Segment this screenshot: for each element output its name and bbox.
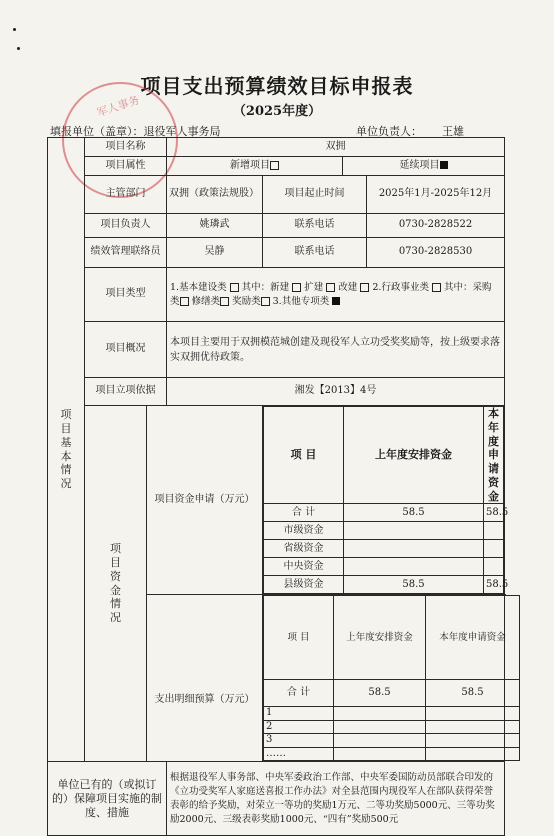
detail-total-label: 合 计 bbox=[264, 680, 334, 707]
empty-checkbox bbox=[230, 283, 239, 292]
project-name-value: 双拥 bbox=[167, 138, 505, 157]
owner-phone-label: 联系电话 bbox=[263, 214, 367, 238]
funds-request-cell-name: 合 计 bbox=[264, 504, 344, 522]
detail-col-item: 项 目 bbox=[264, 596, 334, 680]
funds-request-cell-last bbox=[344, 522, 484, 540]
empty-checkbox bbox=[292, 283, 301, 292]
overview-value: 本项目主要用于双拥模范城创建及现役军人立功受奖奖励等，按上级要求落实双拥优待政策。 bbox=[167, 322, 505, 378]
dept-label: 主管部门 bbox=[85, 176, 167, 214]
leader-label: 单位负责人： bbox=[356, 125, 422, 138]
scan-dot bbox=[17, 47, 20, 50]
funds-detail-row bbox=[264, 707, 520, 721]
perf-phone-value: 0730-2828530 bbox=[367, 238, 505, 268]
seal-text: 军人事务 bbox=[95, 93, 142, 120]
funds-detail-total-row bbox=[264, 680, 520, 707]
funds-request-cell-last bbox=[344, 558, 484, 576]
funds-request-cell-name: 市级资金 bbox=[264, 522, 344, 540]
leader-value: 王雄 bbox=[442, 125, 464, 138]
detail-row-cell bbox=[426, 747, 520, 761]
funds-detail-header-row bbox=[264, 596, 520, 680]
basis-value: 湘发【2013】4号 bbox=[167, 378, 505, 406]
section-basic-label: 项目基本情况 bbox=[48, 138, 85, 762]
detail-row-cell bbox=[426, 734, 520, 748]
funds-request-row bbox=[264, 558, 504, 576]
empty-checkbox bbox=[326, 283, 335, 292]
detail-col-this: 本年度申请资金 bbox=[426, 596, 520, 680]
attr-new-option: 新增项目 bbox=[167, 157, 343, 176]
funds-request-cell-last: 58.5 bbox=[344, 576, 484, 594]
perf-liaison-label: 绩效管理联络员 bbox=[85, 238, 167, 268]
detail-row-index: 2 bbox=[264, 720, 334, 734]
period-value: 2025年1月-2025年12月 bbox=[367, 176, 505, 214]
funds-detail-table bbox=[263, 595, 505, 762]
scan-dot bbox=[13, 28, 16, 31]
funds-request-row bbox=[264, 504, 504, 522]
funds-detail-label-cell bbox=[147, 595, 263, 762]
project-name-label: 项目名称 bbox=[85, 138, 167, 157]
funds-request-cell-this: 58.5 bbox=[484, 576, 504, 594]
policy-text: 根据退役军人事务部、中央军委政治工作部、中央军委国防动员部联合印发的《立功受奖军人家庭送喜报工作办法》对全县范围内现役军人在部队获得荣誉表彰的给予奖励，对荣立一等功的奖励1万元、二等功奖励5000元、三等功奖励2000元、三级表彰奖励1000元、“四有”奖励500元 bbox=[167, 762, 505, 836]
period-label: 项目起止时间 bbox=[263, 176, 367, 214]
detail-row-cell bbox=[334, 734, 426, 748]
funds-request-cell-name: 省级资金 bbox=[264, 540, 344, 558]
funds-request-row bbox=[264, 522, 504, 540]
funds-request-table bbox=[263, 406, 509, 595]
empty-checkbox bbox=[261, 297, 270, 306]
empty-checkbox bbox=[180, 297, 189, 306]
empty-checkbox bbox=[432, 283, 441, 292]
project-type-label: 项目类型 bbox=[85, 268, 167, 322]
col-item-header: 项 目 bbox=[264, 407, 344, 504]
empty-checkbox bbox=[360, 283, 369, 292]
overview-label: 项目概况 bbox=[85, 322, 167, 378]
funds-request-row bbox=[264, 540, 504, 558]
project-attr-label: 项目属性 bbox=[85, 157, 167, 176]
empty-checkbox bbox=[270, 161, 279, 170]
filled-checkbox bbox=[332, 297, 340, 305]
funds-detail-row bbox=[264, 734, 520, 748]
detail-row-index: 1 bbox=[264, 707, 334, 721]
detail-row-cell bbox=[426, 707, 520, 721]
detail-row-cell bbox=[334, 720, 426, 734]
funds-detail-label: 支出明细预算（万元） bbox=[154, 694, 255, 706]
funds-request-cell-last bbox=[344, 540, 484, 558]
attr-continue-option: 延续项目 bbox=[343, 157, 505, 176]
funds-detail-row bbox=[264, 747, 520, 761]
col-last-year-header: 上年度安排资金 bbox=[344, 407, 484, 504]
funds-request-cell-this bbox=[484, 558, 504, 576]
owner-phone-value: 0730-2828522 bbox=[367, 214, 505, 238]
funds-request-cell-name: 县级资金 bbox=[264, 576, 344, 594]
detail-row-cell bbox=[334, 707, 426, 721]
col-this-year-header: 本年度申请资金 bbox=[484, 407, 504, 504]
perf-liaison-value: 吴静 bbox=[167, 238, 263, 268]
funds-request-cell-this bbox=[484, 540, 504, 558]
basis-label: 项目立项依据 bbox=[85, 378, 167, 406]
detail-row-index: 3 bbox=[264, 734, 334, 748]
funds-detail-row bbox=[264, 720, 520, 734]
filler-value: 退役军人事务局 bbox=[143, 125, 221, 138]
detail-row-cell bbox=[334, 747, 426, 761]
filled-checkbox bbox=[440, 161, 448, 169]
funds-request-cell-last: 58.5 bbox=[344, 504, 484, 522]
funds-request-cell-this bbox=[484, 522, 504, 540]
project-type-options: 1.基本建设类 其中：新建 扩建 改建 2.行政事业类 其中：采购类 修缮类 奖励类 3.其他专项类 bbox=[167, 268, 505, 322]
empty-checkbox bbox=[220, 297, 229, 306]
funds-request-cell-this: 58.5 bbox=[484, 504, 504, 522]
detail-row-cell bbox=[426, 720, 520, 734]
section-funds-label: 项目资金情况 bbox=[85, 406, 147, 762]
detail-col-last: 上年度安排资金 bbox=[334, 596, 426, 680]
owner-label: 项目负责人 bbox=[85, 214, 167, 238]
page-title: 项目支出预算绩效目标申报表 bbox=[140, 74, 414, 98]
funds-request-label: 项目资金申请（万元） bbox=[147, 406, 263, 595]
detail-total-this: 58.5 bbox=[426, 680, 520, 707]
policy-label: 单位已有的（或拟订的）保障项目实施的制度、措施 bbox=[48, 762, 167, 836]
perf-phone-label: 联系电话 bbox=[263, 238, 367, 268]
filler-label: 填报单位（盖章）： bbox=[50, 125, 144, 138]
budget-form-table bbox=[47, 137, 509, 836]
funds-request-header-row bbox=[264, 407, 504, 504]
page-year: （2025年度） bbox=[232, 104, 322, 119]
funds-request-cell-name: 中央资金 bbox=[264, 558, 344, 576]
detail-total-last: 58.5 bbox=[334, 680, 426, 707]
dept-value: 双拥（政策法规股） bbox=[167, 176, 263, 214]
funds-request-row bbox=[264, 576, 504, 594]
detail-row-index: …… bbox=[264, 747, 334, 761]
owner-value: 姚璘武 bbox=[167, 214, 263, 238]
